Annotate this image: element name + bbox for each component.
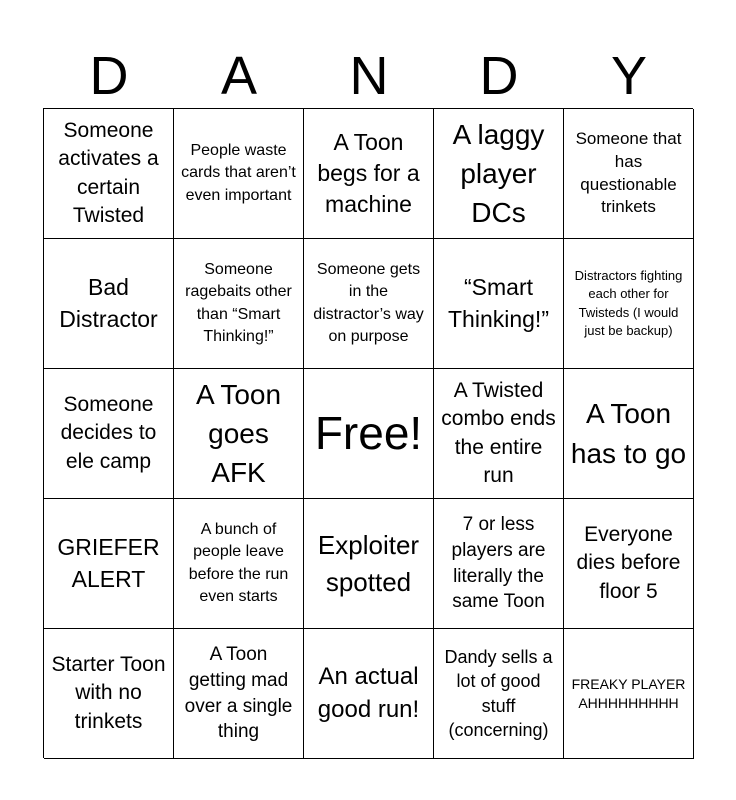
header-letter-d: D	[89, 46, 129, 106]
cell-text: GRIEFER ALERT	[57, 534, 160, 592]
cell-text: Starter Toon with no trinkets	[51, 652, 166, 733]
cell-text: Bad Distractor	[59, 274, 158, 332]
bingo-cell[interactable]	[174, 629, 304, 759]
bingo-cell[interactable]	[434, 369, 564, 499]
bingo-cell[interactable]	[174, 499, 304, 629]
cell-text: Someone ragebaits other than “Smart Thinking!”	[185, 260, 292, 345]
bingo-cell[interactable]	[44, 499, 174, 629]
bingo-cell[interactable]	[44, 109, 174, 239]
cell-text: Exploiter spotted	[317, 530, 420, 597]
cell-text: Everyone dies before floor 5	[576, 522, 681, 603]
bingo-cell[interactable]	[174, 239, 304, 369]
cell-text: 7 or less players are literally the same Toon	[451, 514, 546, 613]
header-letter-n: N	[349, 46, 389, 106]
header-letter-d2: D	[479, 46, 519, 106]
bingo-cell[interactable]	[44, 629, 174, 759]
cell-text: FREAKY PLAYER AHHHHHHHHH	[571, 675, 686, 711]
bingo-cell[interactable]	[434, 629, 564, 759]
cell-text: A Toon getting mad over a single thing	[184, 644, 293, 743]
free-space-text: Free!	[314, 406, 423, 459]
bingo-cell[interactable]	[564, 239, 694, 369]
bingo-cell[interactable]	[304, 629, 434, 759]
bingo-cell[interactable]	[434, 499, 564, 629]
bingo-cell[interactable]	[304, 109, 434, 239]
bingo-cell[interactable]	[564, 109, 694, 239]
cell-text: A Twisted combo ends the entire run	[441, 378, 556, 487]
header-letter-y: Y	[610, 46, 648, 106]
cell-text: “Smart Thinking!”	[448, 274, 549, 332]
cell-text: A Toon begs for a machine	[317, 128, 420, 218]
cell-text: Distractors fighting each other for Twisteds (I would just be backup)	[574, 268, 683, 338]
bingo-free-cell[interactable]	[304, 369, 434, 499]
bingo-cell[interactable]	[304, 239, 434, 369]
bingo-board	[43, 108, 693, 758]
cell-text: Someone gets in the distractor’s way on purpose	[313, 260, 424, 345]
bingo-cell[interactable]	[304, 499, 434, 629]
cell-text: A bunch of people leave before the run even starts	[188, 520, 289, 605]
bingo-cell[interactable]	[174, 109, 304, 239]
bingo-cell[interactable]	[44, 239, 174, 369]
bingo-cell[interactable]	[434, 109, 564, 239]
cell-text: A laggy player DCs	[452, 118, 545, 229]
cell-text: Someone decides to ele camp	[60, 392, 157, 473]
bingo-header	[44, 44, 694, 108]
bingo-cell[interactable]	[434, 239, 564, 369]
bingo-cell[interactable]	[174, 369, 304, 499]
header-letter-a: A	[220, 46, 258, 106]
cell-text: Someone that has questionable trinkets	[575, 128, 682, 217]
bingo-cell[interactable]	[564, 629, 694, 759]
cell-text: A Toon has to go	[570, 398, 687, 469]
bingo-cell[interactable]	[564, 369, 694, 499]
cell-text: An actual good run!	[317, 663, 420, 723]
bingo-cell[interactable]	[44, 369, 174, 499]
bingo-cell[interactable]	[564, 499, 694, 629]
cell-text: Someone activates a certain Twisted	[58, 118, 159, 227]
cell-text: People waste cards that aren’t even important	[181, 141, 296, 204]
cell-text: A Toon goes AFK	[195, 378, 282, 489]
cell-text: Dandy sells a lot of good stuff (concerning)	[444, 646, 553, 740]
